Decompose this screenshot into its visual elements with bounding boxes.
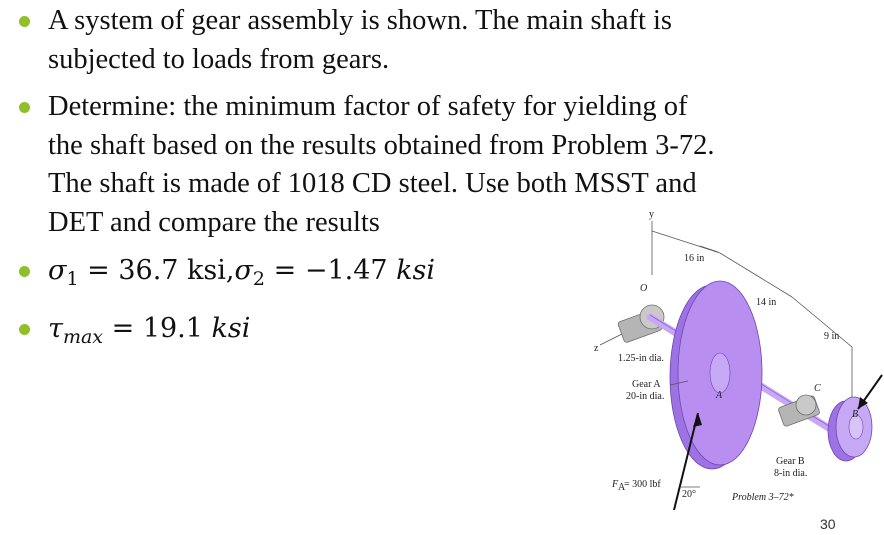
bullet-text-line: subjected to loads from gears. [48,43,390,75]
bullet-dot [19,266,30,277]
shaft-diameter-label: 1.25-in dia. [618,353,664,364]
force-fa-subscript: A [618,482,626,493]
dimension-line [652,231,720,253]
dimension-14in: 14 in [756,297,777,308]
tau-value: 19.1 [142,313,203,344]
gear-a-name: Gear A [632,379,661,390]
sigma1-value: 36.7 ksi, [118,255,235,286]
gear-a [670,281,762,469]
origin-label: O [640,283,648,294]
gear-b [828,397,872,461]
gear-b-diameter: 8-in dia. [774,468,808,479]
force-fa-symbol: F [612,479,619,490]
page-number: 30 [820,516,836,532]
angle-20-label: 20° [682,489,696,500]
tau-symbol: τ [48,313,63,344]
sigma-symbol: σ [48,255,67,286]
gear-b-name: Gear B [776,456,805,467]
equals-sign: = [111,313,135,344]
y-axis-label: y [649,209,654,220]
gear-b-letter: B [852,409,859,420]
dimension-line [792,297,852,347]
bullet-text-line: A system of gear assembly is shown. The main shaft is [48,5,673,36]
equals-sign: = [87,255,110,286]
bullet-dot [19,102,30,113]
bullet-dot [19,16,30,27]
bullet-text-line: The shaft is made of 1018 CD steel. Use both MSST and [48,168,697,199]
equals-sign: = [273,255,297,286]
bearing-c-letter: C [814,383,821,394]
force-fa-value: = 300 lbf [624,479,661,490]
unit-ksi: ksi [396,255,436,286]
gear-shaft-figure [590,205,884,510]
sigma-subscript: 2 [252,268,266,290]
bullet-dot [19,324,30,335]
dimension-9in: 9 in [824,331,840,342]
bullet-text-line: Determine: the minimum factor of safety for yielding of [48,91,688,122]
gear-a-letter: A [716,390,723,401]
sigma-subscript: 1 [66,268,79,290]
tau-subscript: max [62,326,103,348]
dimension-line [700,246,718,252]
figure-caption: Problem 3–72* [732,492,794,503]
sigma2-value: −1.47 [304,255,388,286]
dimension-16in: 16 in [684,253,705,264]
unit-ksi: ksi [211,313,251,344]
bullet-text-line: DET and compare the results [48,206,380,238]
z-axis-label: z [594,343,599,354]
bullet-text-line: the shaft based on the results obtained from Problem 3-72. [48,129,715,161]
gear-a-diameter: 20-in dia. [626,391,665,402]
sigma-symbol: σ [234,255,253,286]
